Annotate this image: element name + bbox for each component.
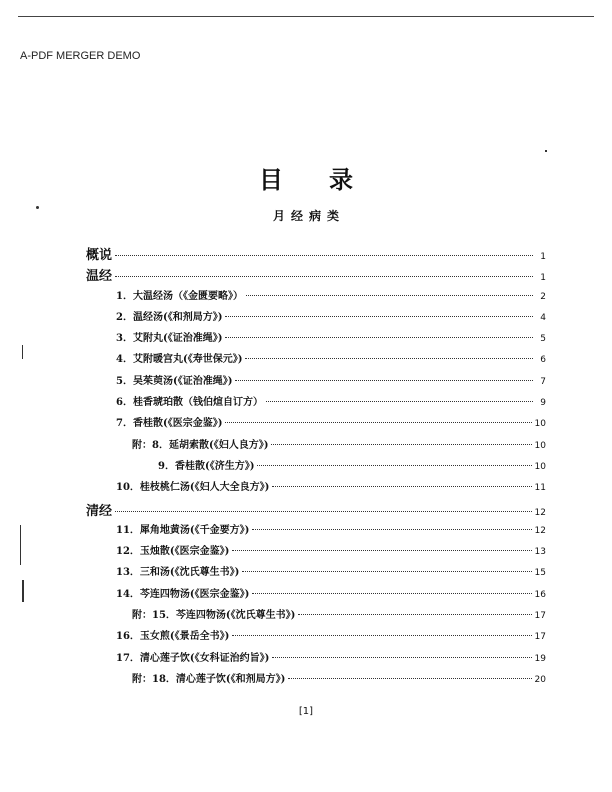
toc-entry — [86, 649, 546, 670]
toc-entry — [86, 308, 546, 329]
toc-entry — [86, 244, 546, 265]
toc-entry-page: 1 — [540, 252, 546, 262]
toc-entry-page: 15 — [534, 568, 546, 579]
toc-entry-page: 20 — [534, 674, 546, 685]
toc-entry-page: 13 — [534, 547, 546, 558]
toc-entry-title: 2．温经汤(《和剂局方》) — [116, 311, 223, 323]
dot-leader — [225, 337, 533, 338]
toc-entry — [86, 457, 546, 478]
toc-entry-page: 10 — [534, 419, 546, 430]
toc-entry-page: 12 — [534, 525, 546, 536]
dot-leader — [225, 316, 533, 317]
toc-entry — [86, 414, 546, 435]
toc-entry-page: 17 — [534, 611, 546, 622]
toc-entry-title: 1．大温经汤（《金匮要略》） — [116, 290, 243, 302]
dot-leader — [298, 614, 531, 615]
toc-entry — [86, 627, 546, 648]
toc-entry-page: 4 — [540, 312, 546, 323]
dot-leader — [246, 295, 533, 296]
toc-entry — [86, 372, 546, 393]
toc-entry — [86, 585, 546, 606]
toc-entry-page: 16 — [534, 589, 546, 600]
dot-leader — [242, 571, 531, 572]
toc-entry-title: 附：8．延胡索散(《妇人良方》) — [132, 439, 269, 451]
toc-entry-title: 概说 — [86, 248, 113, 263]
dot-leader — [252, 593, 531, 594]
toc-entry-page: 12 — [534, 507, 546, 518]
scan-speck — [22, 345, 23, 359]
toc-entry-title: 5．吴茱萸汤(《证治准绳》) — [116, 375, 233, 387]
toc-entry-page: 7 — [540, 376, 546, 387]
toc-entry — [86, 478, 546, 499]
toc-entry-page: 6 — [540, 355, 546, 366]
dot-leader — [266, 401, 533, 402]
toc-entry — [86, 521, 546, 542]
top-rule — [18, 16, 594, 17]
dot-leader — [115, 276, 533, 277]
toc-entry — [86, 265, 546, 286]
dot-leader — [115, 511, 532, 512]
dot-leader — [252, 529, 531, 530]
toc-entry — [86, 542, 546, 563]
scan-speck — [22, 580, 24, 602]
dot-leader — [235, 380, 533, 381]
watermark: A-PDF MERGER DEMO — [20, 50, 141, 62]
toc-entry-page: 10 — [534, 440, 546, 451]
dot-leader — [245, 358, 533, 359]
scan-speck — [36, 206, 39, 209]
toc-entry — [86, 393, 546, 414]
toc-entry-page: 19 — [534, 653, 546, 664]
toc-entry — [86, 606, 546, 627]
toc-entry — [86, 436, 546, 457]
page-title: 目录 — [259, 165, 399, 194]
toc-entry-title: 10．桂枝桃仁汤(《妇人大全良方》) — [116, 482, 270, 494]
toc-entry-title: 附：18．清心莲子饮(《和剂局方》) — [132, 673, 286, 685]
toc-entry-title: 4．艾附暖宫丸(《寿世保元》) — [116, 354, 243, 366]
toc-entry-title: 清经 — [86, 503, 113, 519]
toc-entry-title: 11．犀角地黄汤(《千金要方》) — [116, 524, 250, 536]
toc-entry-page: 17 — [534, 632, 546, 643]
dot-leader — [232, 635, 531, 636]
toc-entry — [86, 500, 546, 521]
toc-entry-page: 10 — [534, 461, 546, 472]
dot-leader — [272, 486, 531, 487]
toc-entry — [86, 329, 546, 350]
dot-leader — [232, 550, 531, 551]
toc-entry-title: 9．香桂散(《济生方》) — [158, 460, 255, 472]
dot-leader — [257, 465, 531, 466]
toc-entry-title: 温经 — [86, 269, 113, 285]
toc-entry-title: 附：15．芩连四物汤(《沈氏尊生书》) — [132, 610, 296, 622]
toc-entry — [86, 350, 546, 371]
toc-entry-title: 17．清心莲子饮(《女科证治约旨》) — [116, 652, 270, 664]
scan-speck — [20, 525, 21, 565]
dot-leader — [115, 255, 533, 256]
dot-leader — [288, 678, 531, 679]
toc-entry-title: 14．芩连四物汤(《医宗金鉴》) — [116, 588, 250, 600]
section-subtitle: 月经病类 — [272, 209, 345, 223]
toc-entry-title: 3．艾附丸(《证治准绳》) — [116, 333, 223, 345]
dot-leader — [271, 444, 531, 445]
page-number: [1] — [298, 706, 314, 717]
toc-entry-title: 6．桂香琥珀散（钱伯煊自订方） — [116, 397, 263, 409]
toc-entry-title: 13．三和汤(《沈氏尊生书》) — [116, 567, 240, 579]
toc-entry-title: 12．玉烛散(《医宗金鉴》) — [116, 546, 230, 558]
toc-entry-title: 7．香桂散(《医宗金鉴》) — [116, 418, 223, 430]
toc-entry-page: 11 — [534, 483, 546, 494]
scan-speck — [545, 150, 547, 152]
dot-leader — [272, 657, 531, 658]
dot-leader — [225, 422, 531, 423]
toc-entry — [86, 287, 546, 308]
toc-entry-page: 5 — [540, 334, 546, 345]
toc-entry-title: 16．玉女煎(《景岳全书》) — [116, 631, 230, 643]
toc-entry-page: 2 — [540, 291, 546, 302]
toc-entry-page: 1 — [540, 273, 546, 284]
toc-entry — [86, 670, 546, 691]
toc-entry-page: 9 — [540, 398, 546, 409]
table-of-contents — [86, 244, 546, 691]
toc-entry — [86, 563, 546, 584]
